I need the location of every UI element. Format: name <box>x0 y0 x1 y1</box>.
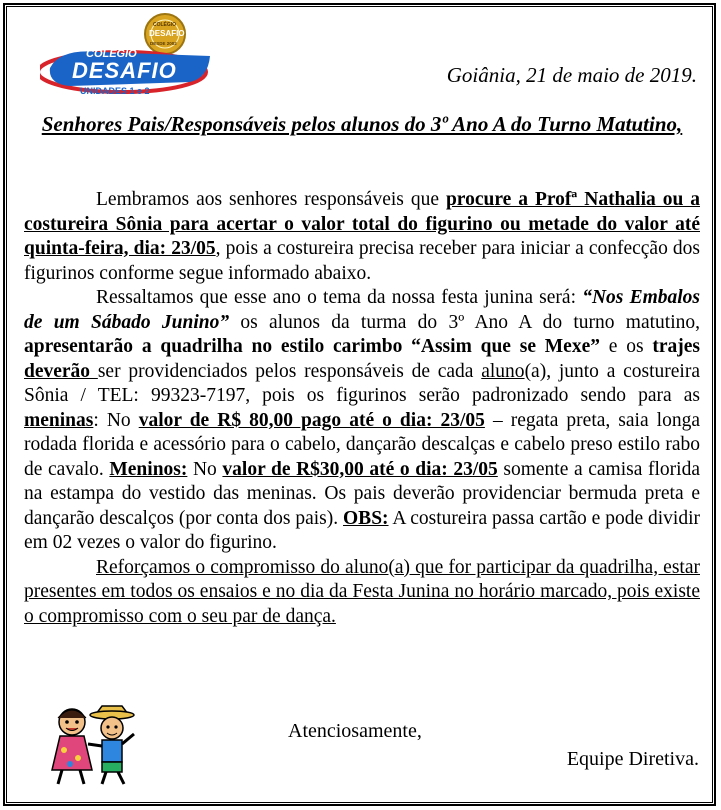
festival-theme: “Nos Embalos de um Sábado Junino” <box>24 287 701 333</box>
paragraph-commitment: Reforçamos o compromisso do aluno(a) que for participar da quadrilha, estar presentes em todos os ensaios e no dia da Festa Junina no horário marcado, pois existe o compromisso com o seu par de dança. <box>24 556 700 627</box>
dancing-kids-illustration <box>42 700 138 788</box>
document-heading: Senhores Pais/Responsáveis pelos alunos do 3º Ano A do Turno Matutino, <box>41 112 683 136</box>
signature-text: Equipe Diretiva. <box>566 748 699 770</box>
letter-body <box>24 188 700 629</box>
girls-label: meninas <box>24 409 94 431</box>
paragraph-details: Ressaltamos que esse ano o tema da nossa festa junina será: “Nos Embalos de um Sábado Junino” os alunos da turma do 3º Ano A do turno matutino, apresentarão a quadrilha no estilo carimbo “Assim que se Mexe” e os trajes deverão ser providenciados pelos responsáveis de cada aluno(a), junto a costureira Sônia / TEL: 99323-7197, pois os figurinos serão padronizado sendo para as meninas: No valor de R$ 80,00 pago até o dia: 23/05 – regata preta, saia longa rodada florida e acessório para o cabelo, dançarão descalças e cabelo preso estilo rabo de cavalo. Meninos: No valor de R$30,00 até o dia: 23/05 somente a camisa florida na estampa do vestido das meninas. Os pais deverão providenciar bermuda preta e dançarão descalços (por conta dos pais). OBS: A costureira passa cartão e pode dividir em 02 vezes o valor do figurino. <box>24 287 701 553</box>
dance-style: apresentarão a quadrilha no estilo carimbo “Assim que se Mexe” <box>24 336 600 357</box>
closing-text: Atenciosamente, <box>288 720 422 742</box>
school-logo <box>40 8 220 103</box>
payment-instruction: procure a Profª Nathalia ou a costureira Sônia para acertar o valor total do figurino ou metade do valor até quinta-feira, dia: 23/05 <box>24 189 700 259</box>
seal-since-text: DESDE 2002 <box>150 41 177 46</box>
logo-name-text: DESAFIO <box>72 58 177 83</box>
dancing-kids-icon <box>42 700 138 788</box>
logo-units-text: UNIDADES 1 e 2 <box>80 86 150 96</box>
boys-price: valor de R$30,00 até o dia: 23/05 <box>222 458 498 480</box>
paragraph-reminder: Lembramos aos senhores responsáveis que procure a Profª Nathalia ou a costureira Sônia para acertar o valor total do figurino ou metade do valor até quinta-feira, dia: 23/05, pois a costureira precisa receber para iniciar a confecção dos figurinos conforme segue informado abaixo. <box>24 189 701 284</box>
obs-label: OBS: <box>343 507 389 529</box>
logo-brand-text: COLÉGIO <box>86 48 137 60</box>
seal-name-text: DESAFIO <box>149 29 185 38</box>
seal-top-text: COLÉGIO <box>153 22 177 28</box>
boys-label: Meninos: <box>109 458 188 480</box>
girls-price: valor de R$ 80,00 pago até o dia: 23/05 <box>138 409 485 431</box>
document-date: Goiânia, 21 de maio de 2019. <box>446 63 697 87</box>
